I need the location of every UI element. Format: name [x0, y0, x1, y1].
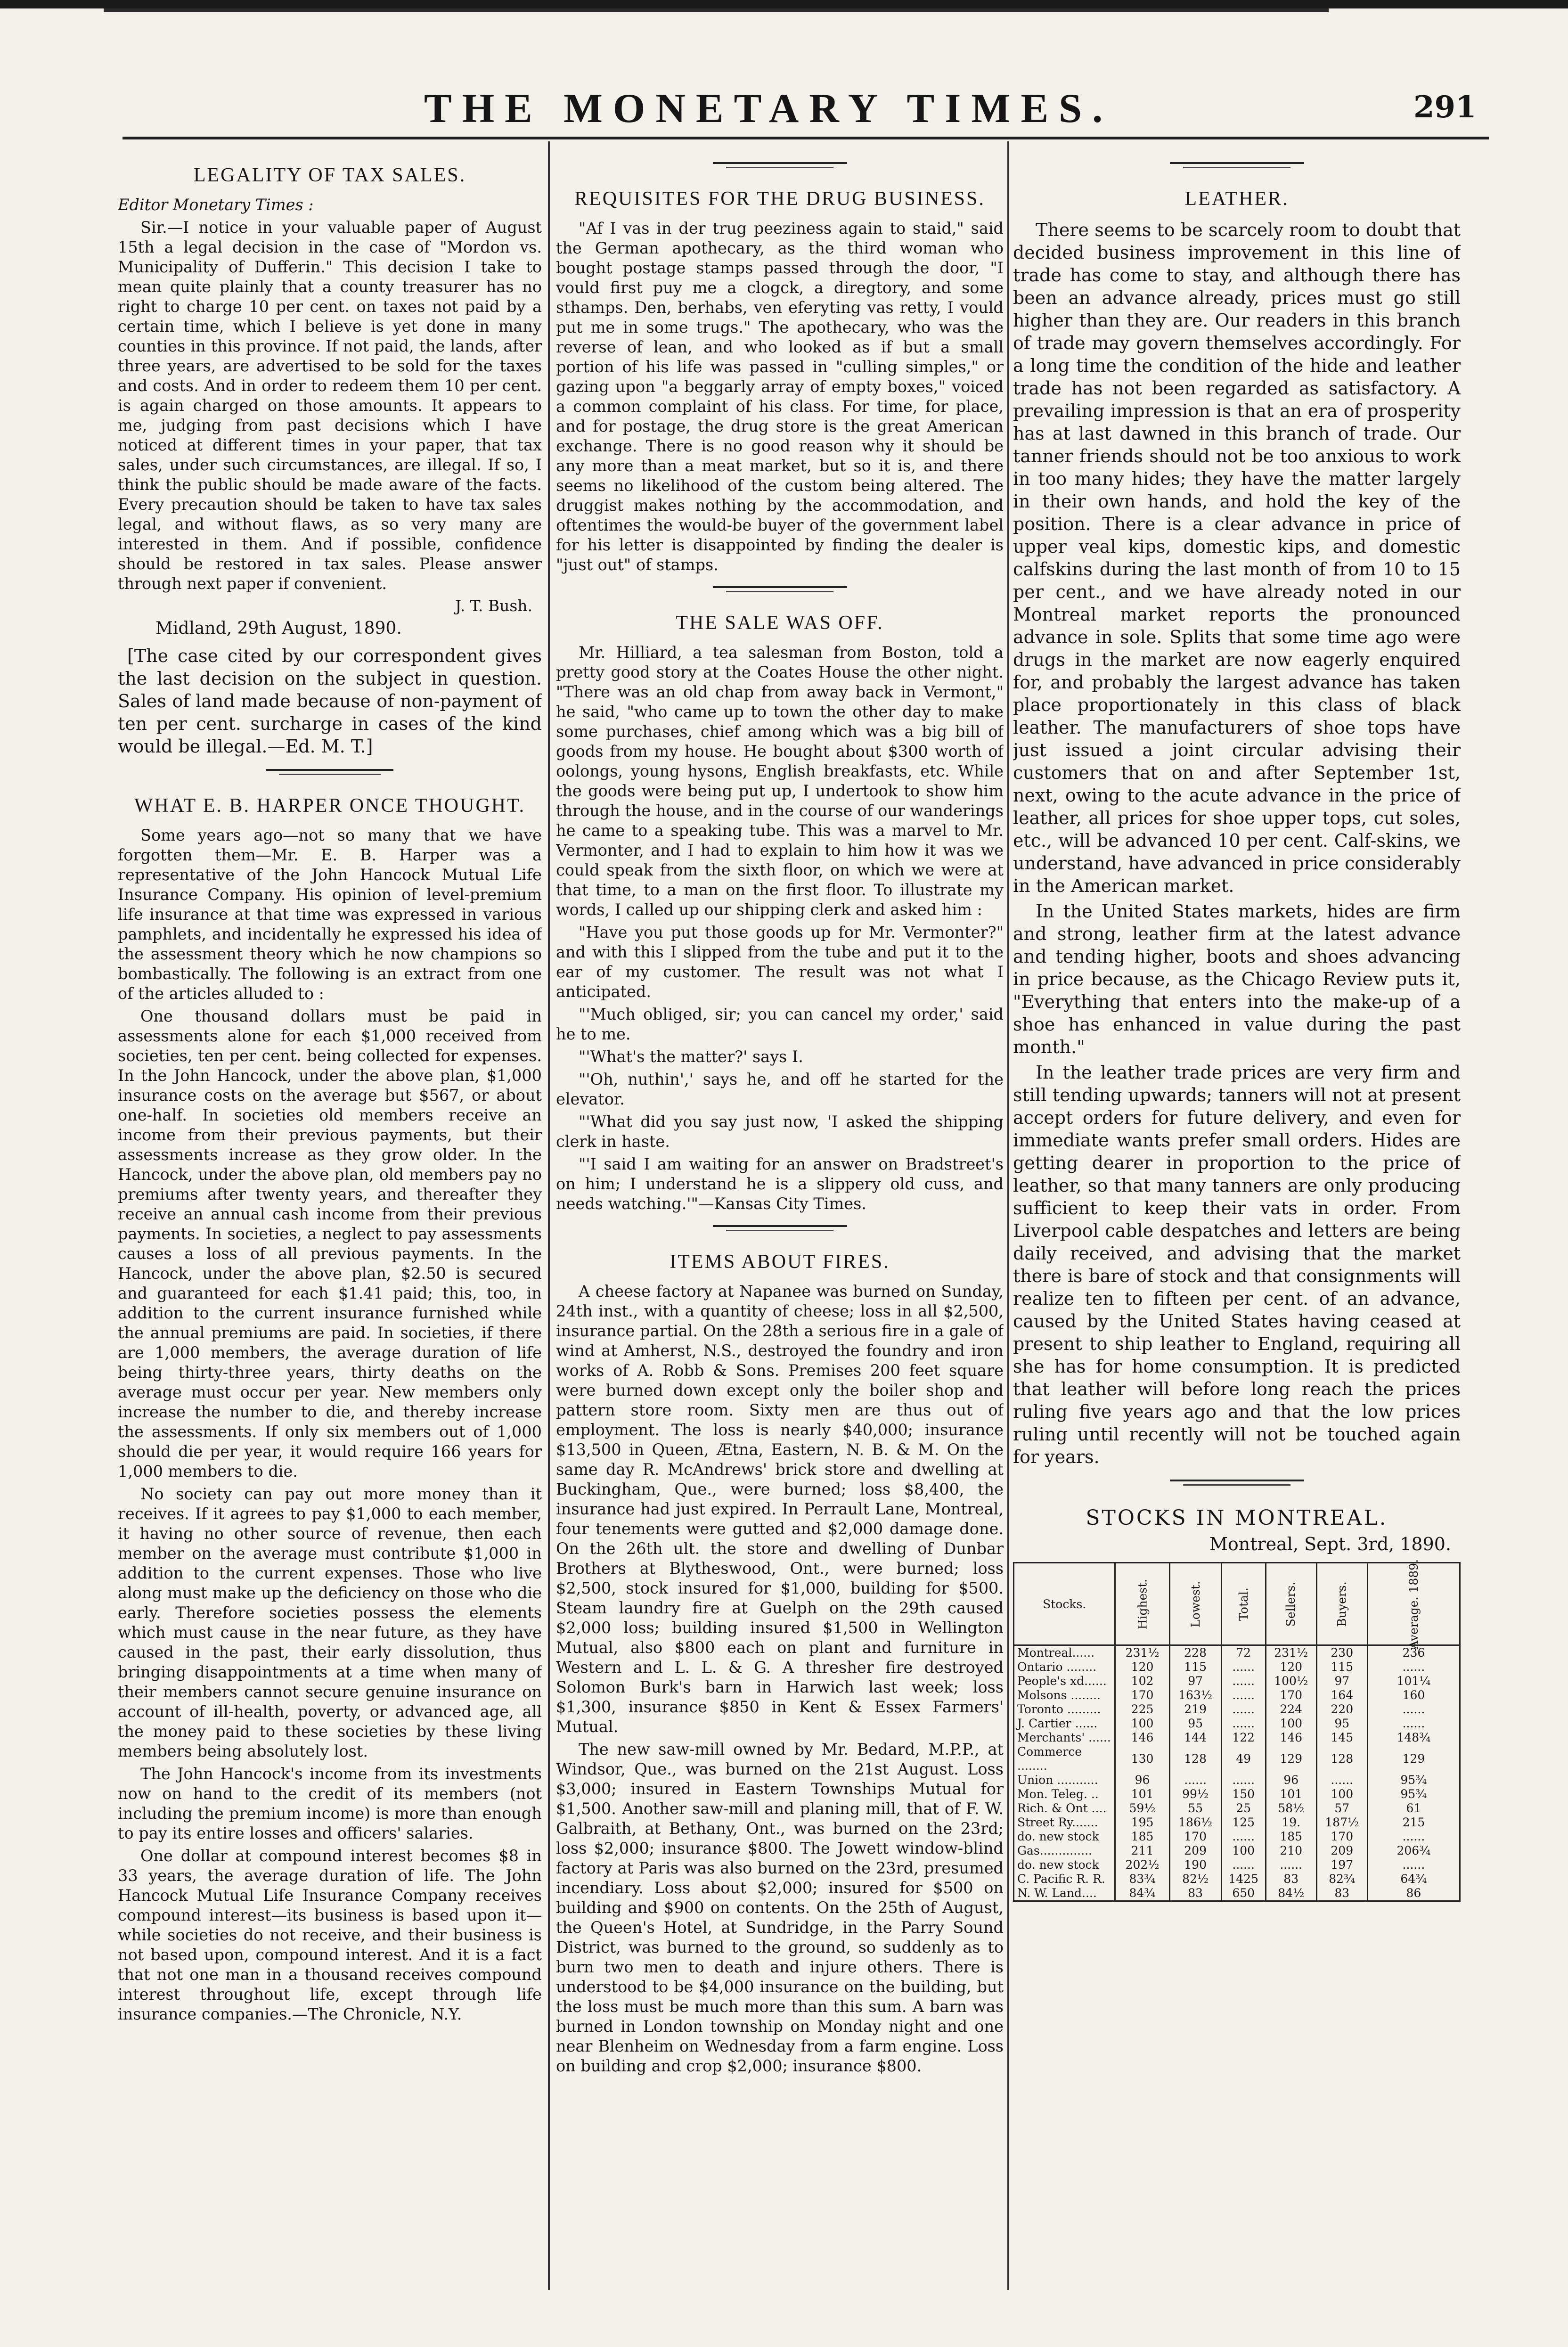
stock-name-cell: Merchants' ......	[1014, 1731, 1115, 1745]
stock-value-cell: ......	[1221, 1674, 1266, 1688]
dateline: Midland, 29th August, 1890.	[155, 619, 402, 638]
table-row	[1014, 1844, 1460, 1858]
section-separator	[1013, 155, 1461, 174]
stock-value-cell: 146	[1115, 1731, 1169, 1745]
top-border-inner	[104, 8, 1329, 12]
stock-value-cell: 170	[1115, 1688, 1169, 1702]
stock-name-cell: Commerce ........	[1014, 1745, 1115, 1773]
stock-value-cell: 224	[1266, 1702, 1316, 1717]
stock-value-cell: 64¾	[1367, 1872, 1460, 1886]
stock-value-cell: 83	[1266, 1872, 1316, 1886]
stock-value-cell: ......	[1169, 1773, 1221, 1787]
stock-value-cell: ......	[1221, 1773, 1266, 1787]
editor-note: [The case cited by our correspondent gives the last decision on the subject in question. Sales of land made because of non-payment of ten per cent. surcharge in cases of the kind would be illegal.—Ed. M. T.]	[118, 646, 542, 757]
stock-name-cell: Ontario ........	[1014, 1660, 1115, 1674]
stock-value-cell: 650	[1221, 1886, 1266, 1901]
stock-value-cell: 228	[1169, 1645, 1221, 1660]
table-row	[1014, 1787, 1460, 1801]
masthead-rule	[122, 137, 1489, 139]
article-heading: LEATHER.	[1184, 188, 1289, 210]
stock-value-cell: ......	[1367, 1830, 1460, 1844]
article-fires	[556, 1282, 1004, 2076]
stock-value-cell: 58½	[1266, 1801, 1316, 1815]
table-row	[1014, 1830, 1460, 1844]
stock-value-cell: ......	[1266, 1858, 1316, 1872]
section-separator	[556, 155, 1004, 174]
article-heading: REQUISITES FOR THE DRUG BUSINESS.	[574, 188, 985, 210]
stock-value-cell: 190	[1169, 1858, 1221, 1872]
stock-value-cell: 96	[1115, 1773, 1169, 1787]
paragraph: In the United States markets, hides are firm and strong, leather firm at the latest advance and tending higher, boots and shoes advancing in price because, as the Chicago Review puts it, "Everything that enters into the make-up of a shoe has enhanced in value during the past month."	[1013, 901, 1461, 1057]
stock-value-cell: 86	[1367, 1886, 1460, 1901]
stock-value-cell: 231½	[1115, 1645, 1169, 1660]
article-heading: ITEMS ABOUT FIRES.	[670, 1251, 890, 1273]
stock-name-cell: Street Ry.......	[1014, 1815, 1115, 1830]
stock-value-cell: 100	[1115, 1717, 1169, 1731]
table-row	[1014, 1688, 1460, 1702]
stock-name-cell: Montreal......	[1014, 1645, 1115, 1660]
stock-value-cell: 144	[1169, 1731, 1221, 1745]
paragraph: "'I said I am waiting for an answer on Bradstreet's on him; I understand he is a slippery old cuss, and needs watching.'"—Kansas City Times.	[556, 1155, 1004, 1213]
stock-value-cell: 1425	[1221, 1872, 1266, 1886]
stock-value-cell: ......	[1367, 1717, 1460, 1731]
stock-value-cell: 164	[1316, 1688, 1367, 1702]
stock-value-cell: 97	[1169, 1674, 1221, 1688]
stock-value-cell: 97	[1316, 1674, 1367, 1688]
salutation: Editor Monetary Times :	[118, 196, 314, 214]
stock-value-cell: 100½	[1266, 1674, 1316, 1688]
stock-value-cell: 95¾	[1367, 1787, 1460, 1801]
table-row	[1014, 1645, 1460, 1660]
stock-value-cell: 170	[1266, 1688, 1316, 1702]
stock-value-cell: ......	[1367, 1858, 1460, 1872]
stock-value-cell: 120	[1266, 1660, 1316, 1674]
stock-value-cell: 230	[1316, 1645, 1367, 1660]
column-header: Highest.	[1115, 1563, 1169, 1645]
stock-value-cell: 95	[1169, 1717, 1221, 1731]
stock-value-cell: 163½	[1169, 1688, 1221, 1702]
stock-value-cell: 55	[1169, 1801, 1221, 1815]
stock-value-cell: ......	[1221, 1717, 1266, 1731]
stock-value-cell: 82½	[1169, 1872, 1221, 1886]
page-number: 291	[1413, 90, 1477, 125]
column-2	[556, 151, 1004, 2309]
article-heading: WHAT E. B. HARPER ONCE THOUGHT.	[134, 795, 526, 817]
table-row	[1014, 1717, 1460, 1731]
stock-value-cell: 128	[1169, 1745, 1221, 1773]
top-border	[0, 0, 1568, 8]
stock-name-cell: J. Cartier ......	[1014, 1717, 1115, 1731]
stock-value-cell: 84¾	[1115, 1886, 1169, 1901]
stock-value-cell: 215	[1367, 1815, 1460, 1830]
stock-value-cell: 145	[1316, 1731, 1367, 1745]
stock-value-cell: 211	[1115, 1844, 1169, 1858]
stock-value-cell: 115	[1169, 1660, 1221, 1674]
stock-name-cell: Toronto .........	[1014, 1702, 1115, 1717]
article-sale	[556, 643, 1004, 1214]
column-header: Sellers.	[1266, 1563, 1316, 1645]
stock-value-cell: 197	[1316, 1858, 1367, 1872]
paragraph: One dollar at compound interest becomes $8 in 33 years, the average duration of life. The John Hancock Mutual Life Insurance Company receives compound interest—its business is based upon it—while societies do not receive, and their business is not based upon, compound interest. And it is a fact that not one man in a thousand receives compound interest throughout life, except through life insurance companies.—The Chronicle, N.Y.	[118, 1847, 542, 2023]
stock-value-cell: 209	[1316, 1844, 1367, 1858]
article-tax-sales	[118, 195, 542, 594]
table-row	[1014, 1745, 1460, 1773]
stock-value-cell: 225	[1115, 1702, 1169, 1717]
stock-value-cell: 83	[1316, 1886, 1367, 1901]
stock-value-cell: 170	[1169, 1830, 1221, 1844]
stock-value-cell: 102	[1115, 1674, 1169, 1688]
column-3	[1013, 151, 1461, 2309]
stock-name-cell: People's xd......	[1014, 1674, 1115, 1688]
column-header: Average. 1889.	[1367, 1563, 1460, 1645]
article-leather	[1013, 219, 1461, 1468]
stock-value-cell: 72	[1221, 1645, 1266, 1660]
column-header: Stocks.	[1014, 1563, 1115, 1645]
table-row	[1014, 1858, 1460, 1872]
paragraph: The new saw-mill owned by Mr. Bedard, M.P.P., at Windsor, Que., was burned on the 21st August. Loss $3,000; insured in Eastern Townships Mutual for $1,500. Another saw-mill and planing mill, that of F. W. Galbraith, at Bethany, Ont., was burned on the 23rd; loss $2,000; insurance $800. The Jowett window-blind factory at Paris was also burned on the 23rd, presumed incendiary. Loss about $2,000; insured for $500 on building and $900 on contents. On the 25th of August, the Queen's Hotel, at Sundridge, in the Parry Sound District, was burned to the ground, so suddenly as to burn two men to death and injure others. There is understood to be $4,000 insurance on the building, but the loss must be much more than this sum. A barn was burned in London township on Monday night and one near Blenheim on Wednesday from a farm engine. Loss on building and crop $2,000; insurance $800.	[556, 1740, 1004, 2075]
stock-value-cell: ......	[1221, 1830, 1266, 1844]
stock-value-cell: 95¾	[1367, 1773, 1460, 1787]
stock-value-cell: 129	[1266, 1745, 1316, 1773]
stock-value-cell: 99½	[1169, 1787, 1221, 1801]
stock-name-cell: Molsons ........	[1014, 1688, 1115, 1702]
stocks-body	[1014, 1645, 1460, 1901]
stocks-heading: STOCKS IN MONTREAL.	[1086, 1506, 1388, 1530]
stock-name-cell: Rich. & Ont ....	[1014, 1801, 1115, 1815]
stock-name-cell: do. new stock	[1014, 1830, 1115, 1844]
paragraph: "Af I vas in der trug peeziness again to staid," said the German apothecary, as the third woman who bought postage stamps passed through the door, "I vould first puy me a clogck, a diregtory, and some sthamps. Den, berhabs, ven eferyting vas retty, I vould put me in some trugs." The apothecary, who was the reverse of lean, and who looked as if but a small portion of his life was passed in "culling simples," or gazing upon "a beggarly array of empty boxes," voiced a common complaint of his class. For time, for place, and for postage, the drug store is the great American exchange. There is no good reason why it should be any more than a meat market, but so it is, and there seems no likelihood of the custom being altered. The druggist makes nothing by the accommodation, and oftentimes the would-be buyer of the government label for his letter is disappointed by finding the dealer is "just out" of stamps.	[556, 219, 1004, 574]
stock-value-cell: ......	[1221, 1688, 1266, 1702]
section-separator	[1013, 1473, 1461, 1492]
stock-value-cell: 125	[1221, 1815, 1266, 1830]
stock-value-cell: 59½	[1115, 1801, 1169, 1815]
stock-value-cell: 122	[1221, 1731, 1266, 1745]
paragraph: Some years ago—not so many that we have forgotten them—Mr. E. B. Harper was a representative of the John Hancock Mutual Life Insurance Company. His opinion of level-premium life insurance at that time was expressed in various pamphlets, and incidentally he expressed his idea of the assessment theory which he now champions so bombastically. The following is an extract from one of the articles alluded to :	[118, 826, 542, 1003]
paragraph: "'What's the matter?' says I.	[579, 1047, 803, 1066]
stock-value-cell: 82¾	[1316, 1872, 1367, 1886]
stock-value-cell: 170	[1316, 1830, 1367, 1844]
stock-value-cell: 95	[1316, 1717, 1367, 1731]
article-drug	[556, 219, 1004, 575]
stock-value-cell: 120	[1115, 1660, 1169, 1674]
column-header: Buyers.	[1316, 1563, 1367, 1645]
stock-value-cell: ......	[1221, 1660, 1266, 1674]
stock-value-cell: 206¾	[1367, 1844, 1460, 1858]
stock-value-cell: 148¾	[1367, 1731, 1460, 1745]
paragraph: One thousand dollars must be paid in assessments alone for each $1,000 received from societies, ten per cent. being collected for expenses. In the John Hancock, under the above plan, $1,000 insurance costs on the average but $567, or about one-half. In societies old members receive an income from their previous payments, but their assessments increase as they grow older. In the Hancock, under the above plan, old members pay no premiums after twenty years, and thereafter they receive an annual cash income from their previous payments. In societies, a neglect to pay assessments causes a loss of all previous payments. In the Hancock, under the above plan, $2.50 is secured and guaranteed for each $1.41 paid; this, too, in addition to the current insurance furnished while the annual premiums are paid. In societies, if there are 1,000 members, the average duration of life being thirty-three years, thirty deaths on the average must occur per year. New members only increase the number to die, and thereby increase the assessments. If only six members out of 1,000 should die per year, it would require 166 years for 1,000 members to die.	[118, 1007, 542, 1480]
stock-value-cell: ......	[1221, 1702, 1266, 1717]
article-heading: LEGALITY OF TAX SALES.	[193, 164, 466, 186]
stock-value-cell: 84½	[1266, 1886, 1316, 1901]
paragraph: Sir.—I notice in your valuable paper of August 15th a legal decision in the case of "Mordon vs. Municipality of Dufferin." This decision I take to mean quite plainly that a county treasurer has no right to charge 10 per cent. on taxes not paid by a certain time, which I believe is yet done in many counties in this province. If not paid, the lands, after three years, are advertised to be sold for the taxes and costs. And in order to redeem them 10 per cent. is again charged on those amounts. It appears to me, judging from past decisions which I have noticed at different times in your paper, that tax sales, under such circumstances, are illegal. If so, I think the public should be made aware of the facts. Every precaution should be taken to have tax sales legal, and without flaws, as so very many are interested in them. And if possible, confidence should be restored in tax sales. Please answer through next paper if convenient.	[118, 218, 542, 593]
stocks-header-row	[1014, 1563, 1460, 1645]
stock-value-cell: 83	[1169, 1886, 1221, 1901]
column-divider	[548, 141, 550, 2290]
stock-value-cell: 185	[1115, 1830, 1169, 1844]
stock-value-cell: 195	[1115, 1815, 1169, 1830]
paragraph: "'Oh, nuthin',' says he, and off he started for the elevator.	[556, 1070, 1004, 1108]
stocks-date: Montreal, Sept. 3rd, 1890.	[1209, 1534, 1451, 1554]
stock-value-cell: 49	[1221, 1745, 1266, 1773]
stock-value-cell: 25	[1221, 1801, 1266, 1815]
paragraph: A cheese factory at Napanee was burned on Sunday, 24th inst., with a quantity of cheese; loss in all $2,500, insurance partial. On the 28th a serious fire in a gale of wind at Amherst, N.S., destroyed the foundry and iron works of A. Robb & Sons. Premises 200 feet square were burned down except only the boiler shop and pattern store room. Sixty men are thus out of employment. The loss is nearly $40,000; insurance $13,500 in Queen, Ætna, Eastern, N. B. & M. On the same day R. McAndrews' brick store and dwelling at Buckingham, Que., were burned; loss $8,400, the insurance had just expired. In Perrault Lane, Montreal, four tenements were gutted and $2,000 damage done. On the 26th ult. the store and dwelling of Dunbar Brothers at Blytheswood, Ont., were burned; loss $2,500, stock insured for $1,000, building for $500. Steam laundry fire at Guelph on the 29th caused $2,000 loss; building insured $1,500 in Wellington Mutual, also $800 each on plant and furniture in Western and L. L. & G. A thresher fire destroyed Solomon Burk's barn in Harwich last week; loss $1,300, insurance $850 in Kent & Essex Farmers' Mutual.	[556, 1282, 1004, 1736]
section-separator	[556, 580, 1004, 598]
stock-value-cell: 187½	[1316, 1815, 1367, 1830]
stock-value-cell: 129	[1367, 1745, 1460, 1773]
paragraph: "Have you put those goods up for Mr. Vermonter?" and with this I slipped from the tube and put it to the ear of my customer. The result was not what I anticipated.	[556, 923, 1004, 1001]
stock-name-cell: Union ...........	[1014, 1773, 1115, 1787]
stock-value-cell: 220	[1316, 1702, 1367, 1717]
article-harper	[118, 826, 542, 2024]
masthead	[0, 71, 1568, 137]
stock-value-cell: 219	[1169, 1702, 1221, 1717]
stock-name-cell: Mon. Teleg. ..	[1014, 1787, 1115, 1801]
paragraph: The John Hancock's income from its investments now on hand to the credit of its members (not including the premium income) is more than enough to pay its entire losses and officers' salaries.	[118, 1765, 542, 1842]
stock-value-cell: 83¾	[1115, 1872, 1169, 1886]
stock-value-cell: 101¼	[1367, 1674, 1460, 1688]
masthead-title: THE MONETARY TIMES.	[424, 86, 1113, 131]
column-header: Lowest.	[1169, 1563, 1221, 1645]
stock-value-cell: 202½	[1115, 1858, 1169, 1872]
stock-value-cell: ......	[1367, 1702, 1460, 1717]
stocks-table	[1013, 1559, 1461, 1902]
stock-name-cell: N. W. Land....	[1014, 1886, 1115, 1901]
paragraph: In the leather trade prices are very firm and still tending upwards; tanners will not at present accept orders for future delivery, and even for immediate wants prefer small orders. Hides are getting dearer in proportion to the price of leather, so that many tanners are only producing sufficient to keep their vats in order. From Liverpool cable despatches and letters are being daily received, and advising that the market there is bare of stock and that consignments will realize ten to fifteen per cent. of an advance, caused by the United States having ceased at present to ship leather to England, requiring all she has for home consumption. It is predicted that leather will before long reach the prices ruling five years ago and that the low prices ruling until recently will not be touched again for years.	[1013, 1062, 1461, 1467]
stock-value-cell: ......	[1221, 1858, 1266, 1872]
stock-value-cell: 101	[1115, 1787, 1169, 1801]
column-divider	[1007, 141, 1009, 2290]
stock-name-cell: Gas..............	[1014, 1844, 1115, 1858]
stock-name-cell: do. new stock	[1014, 1858, 1115, 1872]
table-row	[1014, 1660, 1460, 1674]
table-row	[1014, 1886, 1460, 1901]
stock-value-cell: 115	[1316, 1660, 1367, 1674]
column-1	[118, 151, 542, 2309]
table-row	[1014, 1815, 1460, 1830]
stock-value-cell: 231½	[1266, 1645, 1316, 1660]
stock-value-cell: 146	[1266, 1731, 1316, 1745]
stock-value-cell: 185	[1266, 1830, 1316, 1844]
stock-value-cell: 100	[1316, 1787, 1367, 1801]
paragraph: No society can pay out more money than it receives. If it agrees to pay $1,000 to each member, it having no other source of revenue, then each member on the average must contribute $1,000 in addition to the current expenses. Those who live along must make up the deficiency on those who die early. Therefore societies possess the elements which must cause in the near future, as they have caused in the past, their early dissolution, thus bringing disappointments at a time when many of their members cannot secure genuine insurance on account of ill-health, poverty, or advanced age, all the money paid to these societies by these living members being absolutely lost.	[118, 1485, 542, 1760]
stock-value-cell: ......	[1367, 1660, 1460, 1674]
stock-name-cell: C. Pacific R. R.	[1014, 1872, 1115, 1886]
article-heading: THE SALE WAS OFF.	[676, 612, 884, 634]
stock-value-cell: 160	[1367, 1688, 1460, 1702]
stock-value-cell: 19.	[1266, 1815, 1316, 1830]
section-separator	[118, 762, 542, 781]
table-row	[1014, 1801, 1460, 1815]
paragraph: There seems to be scarcely room to doubt that decided business improvement in this line of trade has come to stay, and although there has been an advance already, prices must go still higher than they are. Our readers in this branch of trade may govern themselves accordingly. For a long time the condition of the hide and leather trade has not been regarded as satisfactory. A prevailing impression is that an era of prosperity has at last dawned in this branch of trade. Our tanner friends should not be too anxious to work in too many hides; they have the matter largely in their own hands, and hold the key of the position. There is a clear advance in price of upper veal kips, domestic kips, and domestic calfskins during the last month of from 10 to 15 per cent., and we have already noted in our Montreal market reports the pronounced advance in sole. Splits that some time ago were drugs in the market are now eagerly enquired for, and probably the largest advance has taken place proportionately in this class of black leather. The manufacturers of shoe tops have just issued a joint circular advising their customers that on and after September 1st, next, owing to the acute advance in the price of leather, all prices for shoe upper tops, cut soles, etc., will be advanced 10 per cent. Calf-skins, we understand, have advanced in price considerably in the American market.	[1013, 220, 1461, 896]
stock-value-cell: 96	[1266, 1773, 1316, 1787]
table-row	[1014, 1674, 1460, 1688]
table-row	[1014, 1773, 1460, 1787]
paragraph: "'What did you say just now, 'I asked the shipping clerk in haste.	[556, 1112, 1004, 1151]
stock-value-cell: ......	[1316, 1773, 1367, 1787]
stock-value-cell: 236	[1367, 1645, 1460, 1660]
paragraph: Mr. Hilliard, a tea salesman from Boston, told a pretty good story at the Coates House the other night. "There was an old chap from away back in Vermont," he said, "who came up to town the other day to make some purchases, chief among which was a big bill of goods from my house. He bought about $300 worth of oolongs, young hysons, English breakfasts, etc. While the goods were being put up, I undertook to show him through the house, and in the course of our wanderings he came to a speaking tube. This was a marvel to Mr. Vermonter, and I had to explain to him how it was we could speak from the sixth floor, on which we were at that time, to a man on the first floor. To illustrate my words, I called up our shipping clerk and asked him :	[556, 643, 1004, 919]
table-row	[1014, 1872, 1460, 1886]
table-row	[1014, 1702, 1460, 1717]
stock-value-cell: 210	[1266, 1844, 1316, 1858]
section-separator	[556, 1218, 1004, 1237]
stock-value-cell: 57	[1316, 1801, 1367, 1815]
stock-value-cell: 61	[1367, 1801, 1460, 1815]
column-header: Total.	[1221, 1563, 1266, 1645]
stock-value-cell: 128	[1316, 1745, 1367, 1773]
stock-value-cell: 100	[1221, 1844, 1266, 1858]
stock-value-cell: 150	[1221, 1787, 1266, 1801]
stock-value-cell: 101	[1266, 1787, 1316, 1801]
stock-value-cell: 130	[1115, 1745, 1169, 1773]
stock-value-cell: 209	[1169, 1844, 1221, 1858]
table-row	[1014, 1731, 1460, 1745]
stock-value-cell: 100	[1266, 1717, 1316, 1731]
signature: J. T. Bush.	[455, 597, 532, 615]
paragraph: "'Much obliged, sir; you can cancel my order,' said he to me.	[556, 1005, 1004, 1043]
stock-value-cell: 186½	[1169, 1815, 1221, 1830]
